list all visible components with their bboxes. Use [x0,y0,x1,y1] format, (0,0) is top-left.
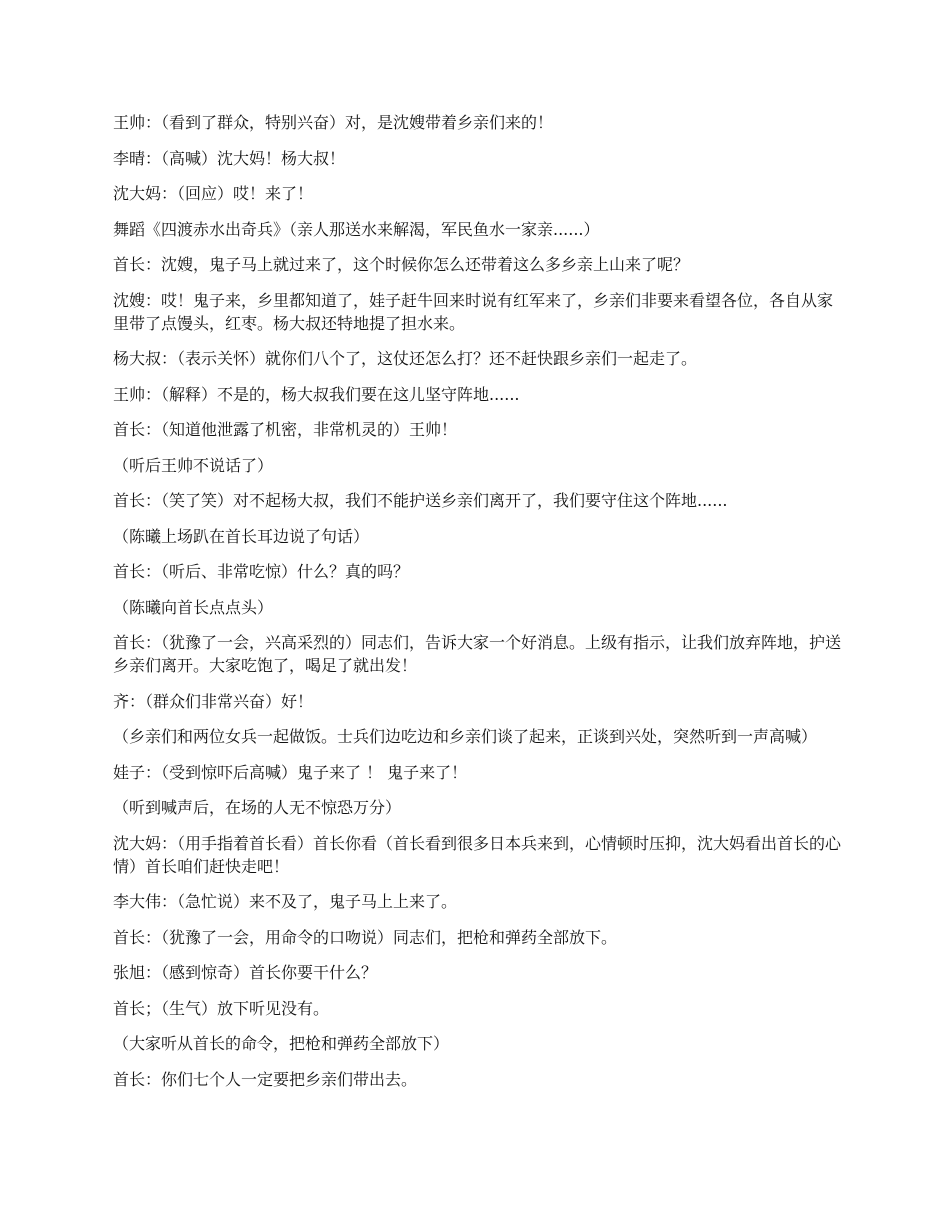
paragraph-13: 首长：（听后、非常吃惊）什么？真的吗？ [113,562,410,581]
paragraph-5: 首长：沈嫂，鬼子马上就过来了，这个时候你怎么还带着这么多乡亲上山来了呢？ [113,255,690,274]
paragraph-9: 首长：（知道他泄露了机密，非常机灵的）王帅！ [113,420,458,439]
paragraph-16: 齐：（群众们非常兴奋）好！ [113,691,314,711]
paragraph-17: （乡亲们和两位女兵一起做饭。士兵们边吃边和乡亲们谈了起来，正谈到兴处，突然听到一声高喊） [113,727,818,746]
script-body [113,111,843,1103]
paragraph-26: 首长：你们七个人一定要把乡亲们带出去。 [113,1069,418,1089]
paragraph-15: 首长：（犹豫了一会，兴高采烈的）同志们，告诉大家一个好消息。上级有指示，让我们放弃阵地，护送乡亲们离开。大家吃饱了，喝足了就出发！ [113,633,842,675]
paragraph-1: 王帅：（看到了群众，特别兴奋）对，是沈嫂带着乡亲们来的！ [113,113,554,132]
paragraph-22: 首长：（犹豫了一会，用命令的口吻说）同志们，把枪和弹药全部放下。 [113,927,618,947]
paragraph-19: （听到喊声后，在场的人无不惊恐万分） [113,798,402,817]
paragraph-6: 沈嫂：哎！鬼子来，乡里都知道了，娃子赶牛回来时说有红军来了，乡亲们非要来看望各位，各自从家里带了点馒头，红枣。杨大叔还特地提了担水来。 [113,290,834,333]
paragraph-20: 沈大妈：（用手指着首长看）首长你看（首长看到很多日本兵来到，心情顿时压抑，沈大妈看出首长的心情）首长咱们赶快走吧！ [113,833,842,876]
paragraph-12: （陈曦上场趴在首长耳边说了句话） [113,526,370,546]
paragraph-18: 娃子：（受到惊吓后高喊）鬼子来了 ！ 鬼子来了！ [113,762,468,782]
paragraph-25: （大家听从首长的命令，把枪和弹药全部放下） [113,1034,450,1053]
paragraph-24: 首长；（生气）放下听见没有。 [113,998,330,1018]
paragraph-8: 王帅：（解释）不是的，杨大叔我们要在这儿坚守阵地...... [113,384,520,404]
paragraph-3: 沈大妈：（回应）哎！来了！ [113,184,314,203]
paragraph-21: 李大伟：（急忙说）来不及了，鬼子马上上来了。 [113,892,458,911]
paragraph-10: （听后王帅不说话了） [113,455,274,475]
paragraph-7: 杨大叔：（表示关怀）就你们八个了，这仗还怎么打？还不赶快跟乡亲们一起走了。 [113,349,698,368]
paragraph-14: （陈曦向首长点点头） [113,597,274,617]
paragraph-23: 张旭：（感到惊奇）首长你要干什么？ [113,963,378,982]
paragraph-4: 舞蹈《四渡赤水出奇兵》（亲人那送水来解渴，军民鱼水一家亲......） [113,219,600,239]
paragraph-2: 李晴：（高喊）沈大妈！杨大叔！ [113,148,346,168]
paragraph-11: 首长：（笑了笑）对不起杨大叔，我们不能护送乡亲们离开了，我们要守住这个阵地...... [113,491,728,510]
